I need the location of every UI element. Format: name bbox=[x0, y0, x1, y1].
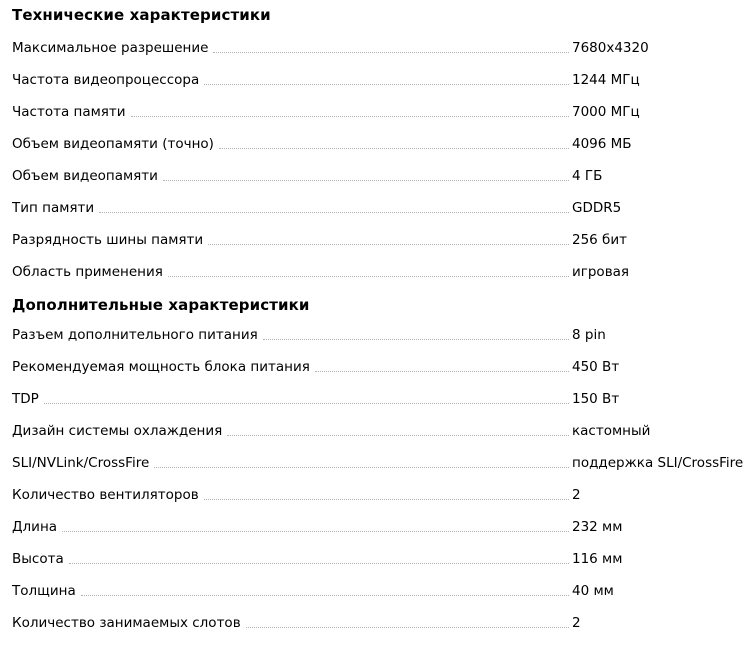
spec-name: Объем видеопамяти bbox=[12, 168, 158, 184]
spec-value: 256 бит bbox=[572, 232, 628, 248]
spec-row bbox=[12, 159, 756, 191]
dotted-leader bbox=[131, 116, 569, 117]
dotted-leader bbox=[62, 531, 569, 532]
spec-name: Объем видеопамяти (точно) bbox=[12, 136, 214, 152]
spec-row bbox=[12, 191, 756, 223]
dotted-leader bbox=[219, 148, 569, 149]
spec-row bbox=[12, 478, 756, 510]
dotted-leader bbox=[208, 244, 569, 245]
dotted-leader bbox=[315, 371, 569, 372]
spec-row bbox=[12, 510, 756, 542]
spec-name: Максимальное разрешение bbox=[12, 40, 209, 56]
spec-name: Частота видеопроцессора bbox=[12, 72, 200, 88]
spec-value: поддержка SLI/CrossFire bbox=[572, 455, 744, 471]
dotted-leader bbox=[99, 212, 569, 213]
dotted-leader bbox=[163, 180, 569, 181]
spec-name: Длина bbox=[12, 519, 58, 535]
spec-name: TDP bbox=[12, 391, 39, 407]
section-title: Технические характеристики bbox=[12, 6, 271, 24]
dotted-leader bbox=[44, 403, 569, 404]
spec-value: 1244 МГц bbox=[572, 72, 640, 88]
dotted-leader bbox=[204, 84, 569, 85]
spec-row bbox=[12, 446, 756, 478]
spec-row bbox=[12, 606, 756, 638]
spec-row bbox=[12, 574, 756, 606]
spec-row bbox=[12, 255, 756, 287]
spec-value: 40 мм bbox=[572, 583, 614, 599]
spec-row bbox=[12, 382, 756, 414]
spec-value: 7680x4320 bbox=[572, 40, 649, 56]
dotted-leader bbox=[168, 276, 569, 277]
spec-row bbox=[12, 223, 756, 255]
spec-name: Разъем дополнительного питания bbox=[12, 327, 258, 343]
dotted-leader bbox=[154, 467, 569, 468]
spec-name: Рекомендуемая мощность блока питания bbox=[12, 359, 310, 375]
spec-row bbox=[12, 414, 756, 446]
spec-name: Толщина bbox=[12, 583, 76, 599]
spec-name: SLI/NVLink/CrossFire bbox=[12, 455, 150, 471]
spec-row bbox=[12, 31, 756, 63]
section-title: Дополнительные характеристики bbox=[12, 296, 310, 314]
spec-list bbox=[12, 31, 756, 287]
spec-row bbox=[12, 127, 756, 159]
spec-row bbox=[12, 542, 756, 574]
dotted-leader bbox=[81, 595, 569, 596]
spec-row bbox=[12, 350, 756, 382]
spec-row bbox=[12, 318, 756, 350]
additional-specs-section bbox=[12, 287, 756, 638]
spec-name: Высота bbox=[12, 551, 64, 567]
spec-name: Дизайн системы охлаждения bbox=[12, 423, 223, 439]
dotted-leader bbox=[213, 52, 569, 53]
spec-value: 8 pin bbox=[572, 327, 606, 343]
spec-value: 7000 МГц bbox=[572, 104, 640, 120]
spec-name: Тип памяти bbox=[12, 200, 95, 216]
dotted-leader bbox=[246, 627, 569, 628]
spec-value: 150 Вт bbox=[572, 391, 620, 407]
dotted-leader bbox=[227, 435, 569, 436]
spec-value: кастомный bbox=[572, 423, 651, 439]
spec-name: Количество занимаемых слотов bbox=[12, 615, 241, 631]
dotted-leader bbox=[204, 499, 569, 500]
spec-row bbox=[12, 63, 756, 95]
tech-specs-section bbox=[12, 0, 756, 287]
spec-value: 4096 МБ bbox=[572, 136, 632, 152]
spec-value: GDDR5 bbox=[572, 200, 622, 216]
dotted-leader bbox=[69, 563, 569, 564]
spec-name: Разрядность шины памяти bbox=[12, 232, 204, 248]
spec-name: Область применения bbox=[12, 264, 163, 280]
spec-name: Частота памяти bbox=[12, 104, 126, 120]
spec-value: игровая bbox=[572, 264, 630, 280]
spec-value: 116 мм bbox=[572, 551, 623, 567]
spec-value: 2 bbox=[572, 615, 581, 631]
spec-value: 2 bbox=[572, 487, 581, 503]
spec-value: 232 мм bbox=[572, 519, 623, 535]
spec-row bbox=[12, 95, 756, 127]
spec-value: 4 ГБ bbox=[572, 168, 603, 184]
dotted-leader bbox=[263, 339, 569, 340]
spec-value: 450 Вт bbox=[572, 359, 620, 375]
spec-name: Количество вентиляторов bbox=[12, 487, 199, 503]
spec-list bbox=[12, 318, 756, 638]
